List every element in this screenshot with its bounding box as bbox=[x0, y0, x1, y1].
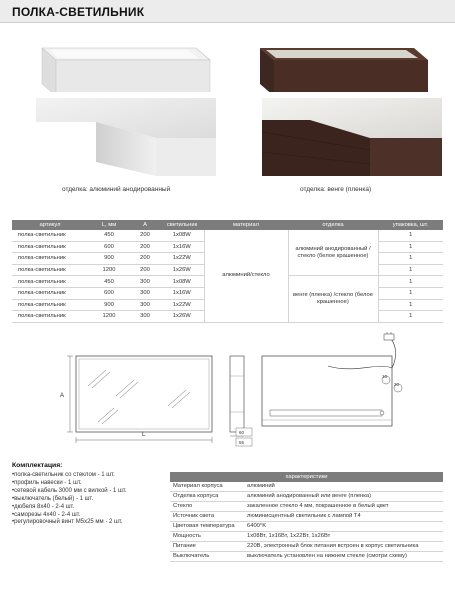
cell-article: полка-светильник bbox=[12, 241, 88, 253]
list-item: • профиль навески - 1 шт. bbox=[12, 480, 127, 488]
spec-table bbox=[12, 220, 443, 323]
list-item: • сетевой кабель 3000 мм с вилкой - 1 шт. bbox=[12, 488, 127, 496]
cell-length: 450 bbox=[88, 276, 130, 288]
col-header: A bbox=[130, 220, 160, 230]
table-row bbox=[12, 230, 443, 241]
cell-depth: 200 bbox=[130, 253, 160, 265]
cell-article: полка-светильник bbox=[12, 276, 88, 288]
dim-label-20: 20 bbox=[394, 382, 400, 387]
detail-photo-wenge bbox=[262, 92, 442, 176]
table-row bbox=[170, 512, 443, 522]
cell-pack: 1 bbox=[378, 299, 443, 311]
cell-pack: 1 bbox=[378, 276, 443, 288]
cell-length: 900 bbox=[88, 299, 130, 311]
list-item: • регулировочный винт M5x25 мм - 2 шт. bbox=[12, 519, 127, 527]
cell-lamp: 1x16W bbox=[160, 287, 204, 299]
char-value: 1x08Вт, 1x16Вт, 1x22Вт, 1x26Вт bbox=[244, 532, 443, 542]
cell-lamp: 1x26W bbox=[160, 264, 204, 276]
char-key: Стекло bbox=[170, 502, 244, 512]
kit-list bbox=[12, 472, 127, 527]
cell-depth: 300 bbox=[130, 299, 160, 311]
table-row bbox=[170, 532, 443, 542]
list-item: • саморезы 4x40 - 2-4 шт. bbox=[12, 512, 127, 520]
char-value: закаленное стекло 4 мм, покрашенное в белый цвет bbox=[244, 502, 443, 512]
dim-label-60: 60 bbox=[239, 430, 245, 435]
cell-finish-aluminium: алюминий анодированный / стекло (белое крашенное) bbox=[288, 230, 378, 276]
cell-length: 450 bbox=[88, 230, 130, 241]
col-header: отделка bbox=[288, 220, 378, 230]
col-header: светильник bbox=[160, 220, 204, 230]
cell-finish-wenge: венге (пленка) /стекло (белое крашенное) bbox=[288, 276, 378, 322]
cell-pack: 1 bbox=[378, 264, 443, 276]
char-key: Мощность bbox=[170, 532, 244, 542]
shelf-render-aluminium bbox=[28, 38, 214, 98]
cell-pack: 1 bbox=[378, 230, 443, 241]
characteristics-title: характеристики bbox=[170, 472, 443, 482]
table-row bbox=[170, 522, 443, 532]
list-item: • выключатель (белый) - 1 шт. bbox=[12, 496, 127, 504]
char-key: Питание bbox=[170, 542, 244, 552]
col-header: артикул bbox=[12, 220, 88, 230]
cell-lamp: 1x26W bbox=[160, 311, 204, 323]
table-row bbox=[170, 552, 443, 562]
cell-article: полка-светильник bbox=[12, 230, 88, 241]
cell-material: алюминий/стекло bbox=[204, 230, 288, 322]
cell-pack: 1 bbox=[378, 311, 443, 323]
char-value: алюминий bbox=[244, 482, 443, 492]
cell-pack: 1 bbox=[378, 287, 443, 299]
front-view-drawing bbox=[40, 350, 260, 450]
cell-length: 600 bbox=[88, 287, 130, 299]
cell-depth: 300 bbox=[130, 276, 160, 288]
cell-article: полка-светильник bbox=[12, 264, 88, 276]
char-key: Источник света bbox=[170, 512, 244, 522]
char-value: 6400°K bbox=[244, 522, 443, 532]
table-row bbox=[170, 492, 443, 502]
cell-lamp: 1x22W bbox=[160, 299, 204, 311]
cell-article: полка-светильник bbox=[12, 287, 88, 299]
cell-depth: 300 bbox=[130, 287, 160, 299]
table-row bbox=[170, 482, 443, 492]
cell-lamp: 1x08W bbox=[160, 276, 204, 288]
cell-length: 900 bbox=[88, 253, 130, 265]
char-value: 220В, электронный блок питания встроен в корпус светильника bbox=[244, 542, 443, 552]
char-key: Выключатель bbox=[170, 552, 244, 562]
list-item: • дюбеля 8x40 - 2-4 шт. bbox=[12, 504, 127, 512]
caption-wenge: отделка: венге (пленка) bbox=[300, 186, 372, 193]
cell-pack: 1 bbox=[378, 253, 443, 265]
cell-article: полка-светильник bbox=[12, 311, 88, 323]
cell-lamp: 1x22W bbox=[160, 253, 204, 265]
side-view-drawing bbox=[258, 332, 418, 432]
char-value: выключатель установлен на нижнем стекле (смотри схему) bbox=[244, 552, 443, 562]
dim-label-55: 55 bbox=[239, 440, 245, 445]
char-value: люминисцентный светильник с лампой Т4 bbox=[244, 512, 443, 522]
detail-photo-aluminium bbox=[36, 92, 216, 176]
cell-depth: 200 bbox=[130, 230, 160, 241]
col-header: материал bbox=[204, 220, 288, 230]
dim-label-10: 10 bbox=[382, 374, 388, 379]
table-row bbox=[170, 542, 443, 552]
cell-article: полка-светильник bbox=[12, 299, 88, 311]
cell-length: 600 bbox=[88, 241, 130, 253]
col-header: L, мм bbox=[88, 220, 130, 230]
shelf-render-wenge bbox=[246, 38, 434, 98]
char-key: Цветовая температура bbox=[170, 522, 244, 532]
char-key: Материал корпуса bbox=[170, 482, 244, 492]
header-bar bbox=[0, 0, 455, 23]
cell-lamp: 1x08W bbox=[160, 230, 204, 241]
dim-label-a: A bbox=[60, 393, 65, 399]
characteristics-table bbox=[170, 472, 443, 562]
kit-title: Комплектация: bbox=[12, 462, 63, 469]
spec-table-header bbox=[12, 220, 443, 230]
page-title: ПОЛКА-СВЕТИЛЬНИК bbox=[12, 5, 145, 19]
cell-length: 1200 bbox=[88, 311, 130, 323]
cell-length: 1200 bbox=[88, 264, 130, 276]
cell-depth: 200 bbox=[130, 264, 160, 276]
dim-label-l: L bbox=[142, 432, 146, 438]
table-row bbox=[170, 502, 443, 512]
list-item: • полка-светильник со стеклом - 1 шт. bbox=[12, 472, 127, 480]
cell-depth: 200 bbox=[130, 241, 160, 253]
cell-article: полка-светильник bbox=[12, 253, 88, 265]
caption-aluminium: отделка: алюминий анодированный bbox=[62, 186, 171, 193]
cell-depth: 300 bbox=[130, 311, 160, 323]
char-value: алюминий анодированный или венге (пленка) bbox=[244, 492, 443, 502]
char-key: Отделка корпуса bbox=[170, 492, 244, 502]
col-header: упаковка, шт. bbox=[378, 220, 443, 230]
cell-lamp: 1x16W bbox=[160, 241, 204, 253]
cell-pack: 1 bbox=[378, 241, 443, 253]
